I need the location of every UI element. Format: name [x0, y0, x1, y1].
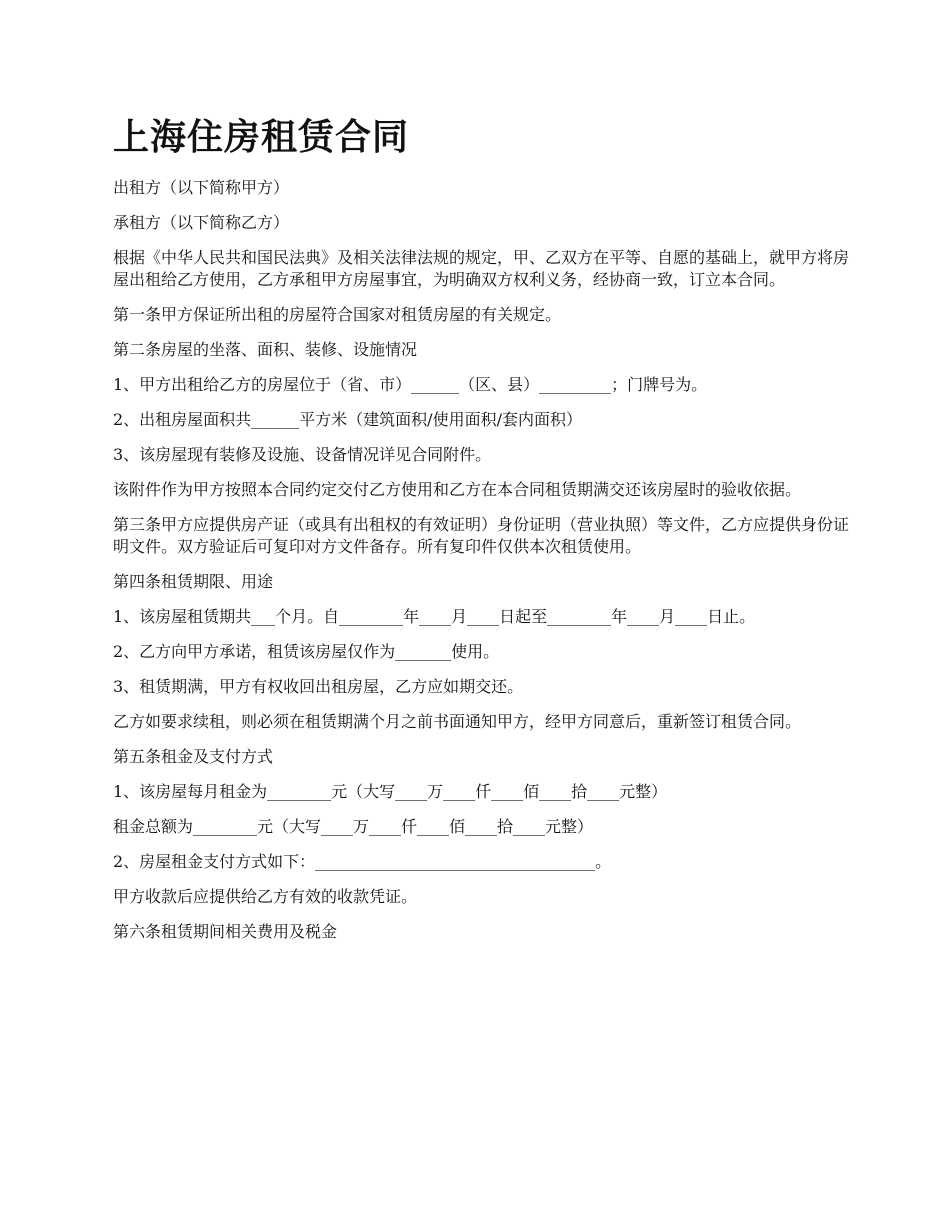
paragraph: 根据《中华人民共和国民法典》及相关法律法规的规定，甲、乙双方在平等、自愿的基础上，就甲方将房屋出租给乙方使用，乙方承租甲方房屋事宜，为明确双方权利义务，经协商一致，订立本合同。 [113, 248, 850, 289]
paragraph: 3、该房屋现有装修及设施、设备情况详见合同附件。 [113, 445, 492, 464]
paragraph: 出租方（以下简称甲方） [113, 178, 290, 197]
paragraph: 3、租赁期满，甲方有权收回出租房屋，乙方应如期交还。 [113, 677, 524, 696]
paragraph: 第四条租赁期限、用途 [113, 572, 274, 591]
paragraph: 1、该房屋每月租金为________元（大写____万____仟____佰____拾____元整） [113, 782, 668, 801]
document-body [113, 177, 853, 956]
paragraph: 1、该房屋租赁期共___个月。自________年____月____日起至________年____月____日止。 [113, 607, 756, 626]
paragraph: 该附件作为甲方按照本合同约定交付乙方使用和乙方在本合同租赁期满交还该房屋时的验收依据。 [113, 480, 802, 499]
document-title: 上海住房租赁合同 [113, 116, 410, 158]
paragraph: 第二条房屋的坐落、面积、装修、设施情况 [113, 340, 418, 359]
paragraph: 乙方如要求续租，则必须在租赁期满个月之前书面通知甲方，经甲方同意后，重新签订租赁合同。 [113, 712, 802, 731]
paragraph: 第五条租金及支付方式 [113, 747, 274, 766]
paragraph: 1、甲方出租给乙方的房屋位于（省、市）______（区、县）_________；门牌号为。 [113, 375, 708, 394]
paragraph: 2、出租房屋面积共______平方米（建筑面积/使用面积/套内面积） [113, 410, 582, 429]
paragraph: 2、房屋租金支付方式如下：___________________________________。 [113, 852, 612, 871]
paragraph: 2、乙方向甲方承诺，租赁该房屋仅作为_______使用。 [113, 642, 500, 661]
paragraph: 甲方收款后应提供给乙方有效的收款凭证。 [113, 887, 418, 906]
paragraph: 第一条甲方保证所出租的房屋符合国家对租赁房屋的有关规定。 [113, 305, 562, 324]
paragraph: 第六条租赁期间相关费用及税金 [113, 922, 338, 941]
paragraph: 第三条甲方应提供房产证（或具有出租权的有效证明）身份证明（营业执照）等文件，乙方应提供身份证明文件。双方验证后可复印对方文件备存。所有复印件仅供本次租赁使用。 [113, 515, 850, 556]
paragraph: 租金总额为________元（大写____万____仟____佰____拾____元整） [113, 817, 594, 836]
paragraph: 承租方（以下简称乙方） [113, 213, 290, 232]
